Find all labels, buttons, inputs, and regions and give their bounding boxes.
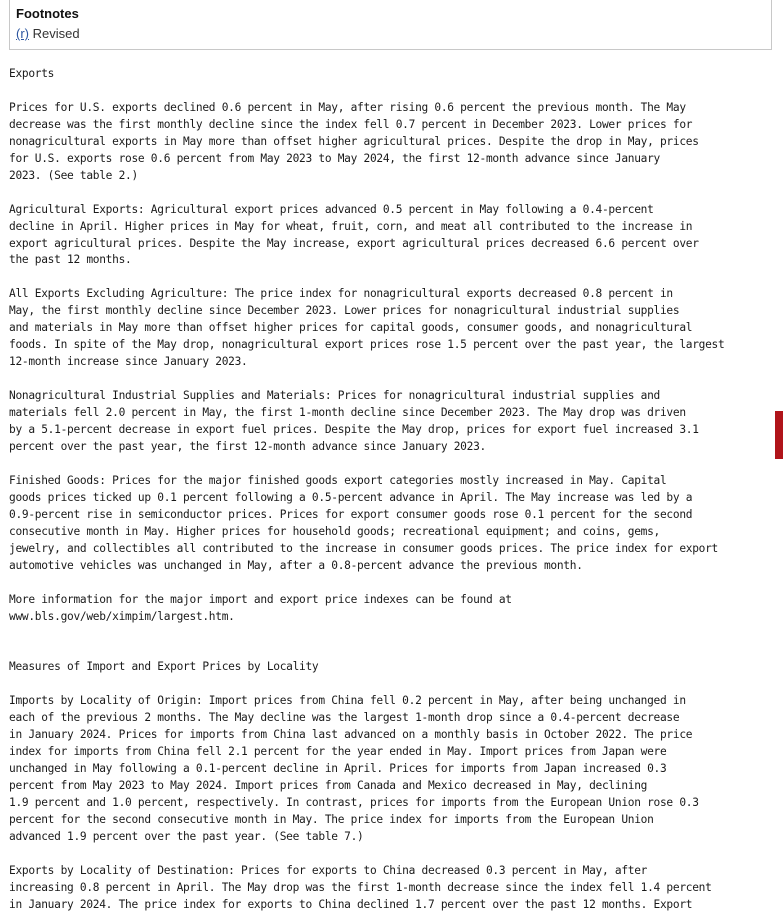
text-line: nonagricultural exports in May more than offset higher agricultural prices. Despite the drop in May, prices [9, 134, 699, 148]
text-line: Nonagricultural Industrial Supplies and Materials: Prices for nonagricultural industrial supplies and [9, 389, 660, 403]
text-line: automotive vehicles was unchanged in May, after a 0.8-percent advance the previous month. [9, 558, 583, 572]
footnote-item [16, 26, 771, 42]
text-line: percent over the past year, the first 12-month advance since January 2023. [9, 439, 486, 453]
text-line: Imports by Locality of Origin: Import prices from China fell 0.2 percent in May, after being unchanged in [9, 694, 686, 708]
text-line: each of the previous 2 months. The May decline was the largest 1-month drop since a 0.4-percent decrease [9, 711, 680, 725]
text-line: in January 2024. The price index for exports to China declined 1.7 percent over the past 12 months. Export [9, 897, 693, 911]
text-line: materials fell 2.0 percent in May, the first 1-month decline since December 2023. The May drop was driven [9, 406, 686, 420]
text-line: www.bls.gov/web/ximpim/largest.htm. [9, 609, 235, 623]
text-line: 0.9-percent rise in semiconductor prices. Prices for export consumer goods rose 0.1 percent for the second [9, 507, 693, 521]
text-line: 1.9 percent and 1.0 percent, respectively. In contrast, prices for imports from the European Union rose 0.3 [9, 795, 699, 809]
text-line: in January 2024. Prices for imports from China last advanced on a monthly basis in October 2022. The price [9, 728, 693, 742]
text-line: Agricultural Exports: Agricultural export prices advanced 0.5 percent in May following a 0.4-percent [9, 202, 654, 216]
text-line: May, the first monthly decline since December 2023. Lower prices for nonagricultural industrial supplies [9, 304, 680, 318]
text-line: Exports [9, 67, 55, 80]
text-line: increasing 0.8 percent in April. The May drop was the first 1-month decrease since the index fell 1.4 percent [9, 880, 712, 894]
text-line: advanced 1.9 percent over the past year. (See table 7.) [9, 829, 364, 843]
text-line: consecutive month in May. Higher prices for household goods; recreational equipment; and coins, gems, [9, 524, 660, 538]
text-line: the past 12 months. [9, 253, 132, 267]
footnote-text: Revised [29, 26, 80, 41]
footnotes-title: Footnotes [16, 6, 79, 21]
text-line: More information for the major import and export price indexes can be found at [9, 592, 512, 606]
text-line: percent for the second consecutive month in May. The price index for imports from the European Union [9, 812, 654, 826]
text-line: decline in April. Higher prices in May for wheat, fruit, corn, and meat all contributed to the increase in [9, 219, 693, 233]
text-line: foods. In spite of the May drop, nonagricultural export prices rose 1.5 percent over the past year, the largest [9, 338, 725, 352]
text-line: jewelry, and collectibles all contributed to the increase in consumer goods prices. The price index for export [9, 541, 718, 555]
text-line: unchanged in May following a 0.1-percent decline in April. Prices for imports from Japan increased 0.3 [9, 762, 667, 776]
side-marker [775, 411, 783, 459]
text-line: and materials in May more than offset higher prices for capital goods, consumer goods, and nonagricultural [9, 321, 693, 335]
text-line: by a 5.1-percent decrease in export fuel prices. Despite the May drop, prices for export fuel increased 3.1 [9, 423, 699, 437]
text-line: goods prices ticked up 0.1 percent following a 0.5-percent advance in April. The May increase was led by a [9, 490, 693, 504]
footnotes-box [9, 0, 772, 50]
text-line: 2023. (See table 2.) [9, 168, 138, 182]
text-line: export agricultural prices. Despite the May increase, export agricultural prices decreased 6.6 percent over [9, 236, 699, 250]
text-line: percent from May 2023 to May 2024. Import prices from Canada and Mexico decreased in May, declining [9, 779, 648, 793]
release-text-body [9, 66, 724, 914]
text-line: Exports by Locality of Destination: Prices for exports to China decreased 0.3 percent in May, after [9, 863, 648, 877]
text-line: Measures of Import and Export Prices by Locality [9, 660, 319, 674]
text-line: index for imports from China fell 2.1 percent for the year ended in May. Import prices from Japan were [9, 745, 667, 759]
text-line: Prices for U.S. exports declined 0.6 percent in May, after rising 0.6 percent the previous month. The May [9, 100, 686, 114]
text-line: for U.S. exports rose 0.6 percent from May 2023 to May 2024, the first 12-month advance since January [9, 151, 660, 165]
revised-footnote-link[interactable]: (r) [16, 26, 29, 41]
text-line: All Exports Excluding Agriculture: The price index for nonagricultural exports decreased 0.8 percent in [9, 287, 673, 301]
text-line: 12-month increase since January 2023. [9, 355, 248, 369]
text-line: decrease was the first monthly decline since the index fell 0.7 percent in December 2023. Lower prices for [9, 117, 693, 131]
text-line: Finished Goods: Prices for the major finished goods export categories mostly increased in May. Capital [9, 473, 667, 487]
